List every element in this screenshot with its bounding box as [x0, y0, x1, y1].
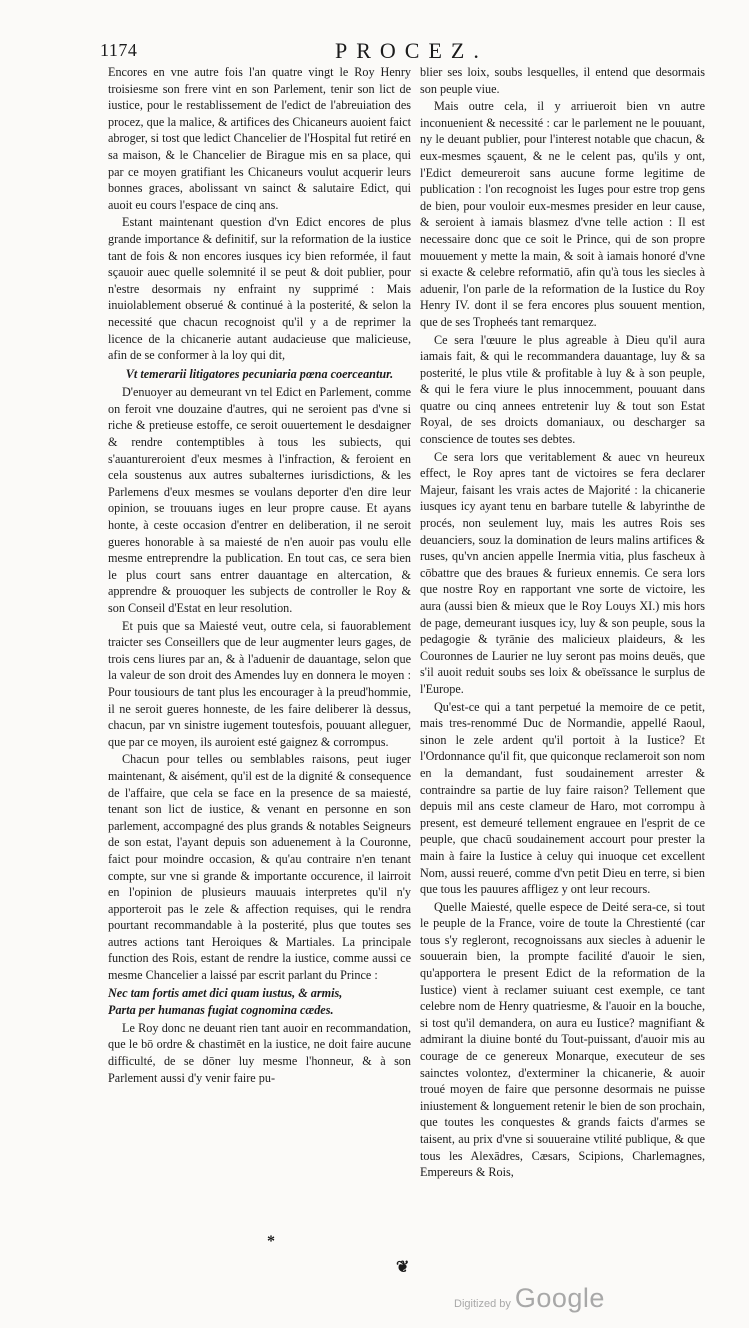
paragraph: Le Roy donc ne deuant rien tant auoir en recommandation, que le bō ordre & chastimēt en la iustice, ne doit faire aucune difficulté, de se dōner luy mesme l'honneur, & à son Parlement aussi d'y venir faire pu- [108, 1020, 411, 1085]
paragraph: Mais outre cela, il y arriueroit bien vn autre inconuenient & necessité : car le parlement ne le pouuant, ny le deuant publier, pour l'interest notable que chacun, & eux-mesmes sçauent, & ne le celent pas, qu'ils y ont, l'Edict demeureroit sans aucune forme legitime de publication : l'on recognoist les Iuges pour estre trop gens de bien, pour vouloir eux-mesmes presider en leur cause, & seroient à iamais blasmez d'vne telle action : Il est necessaire donc que ce soit le Prince, qui de son propre mouuement y mette la main, & soit à iamais honoré d'vne si exacte & celebre reformatiō, afin qu'à tous les siecles à aduenir, l'on parle de la reformation de la Iustice du Roy Henry IV. dont il se fera encores plus souuent mention, que de ses Tropheés tant remarquez. [420, 99, 705, 329]
latin-verse: Nec tam fortis amet dici quam iustus, & armis, [108, 985, 343, 1000]
paragraph: Encores en vne autre fois l'an quatre vingt le Roy Henry troisiesme son frere vint en son Parlement, tenir son lict de iustice, pour le restablissement de l'edict de l'abreuiation des procez, que la malice, & artifices des Chicaneurs auoient faict abroger, si tost que ledict Chancelier de l'Hospital fut retiré en sa maison, & le Chancelier de Birague mis en sa place, qui par ce moyen gratifiant les Chicaneurs voulut acquerir leurs bonnes graces, abolissant vn sainct & salutaire Edict, qui auoit eu cours l'espace de cinq ans. [108, 65, 411, 212]
paragraph: Chacun pour telles ou semblables raisons, peut iuger maintenant, & aisément, qu'il est de la dignité & consequence de l'affaire, que cela se face en la presence de sa maiesté, tenant son lict de iustice, & venant en personne en son parlement, accompagné des plus grands & notables Seigneurs de son estat, l'ayant depuis son aduenement à la Couronne, faict pour moindre occasion, & qu'au contraire n'en tenant compte, sur vne si grande & importante occurence, il lairroit en l'opinion de plusieurs mauuais interpretes qu'il n'y apporteroit pas le zele & affection requises, qui le rendra pourtant recommandable à la posterité, plus que toutes ses autres actions tant Heroiques & Martiales. La principale function des Rois, estant de rendre la iustice, comme aussi ce mesme Chancelier a laissé par escrit parlant du Prince : [108, 752, 411, 983]
fleuron-mark: ❦ [396, 1259, 410, 1276]
digitized-by-label: Digitized by [454, 1298, 511, 1310]
right-column [420, 64, 705, 1181]
latin-verse: Parta per humanas fugiat cognomina cædes. [108, 1003, 334, 1018]
google-logo: Google [514, 1283, 605, 1313]
paragraph: Et puis que sa Maiesté veut, outre cela, si fauorablement traicter ses Conseillers que de leur augmenter leurs gages, de trois cens liures par an, & à l'aduenir de dauantage, selon que la valeur de son droit des Amendes luy en donnera le moyen : Pour tousiours de tant plus les encourager à la preud'hommie, il ne seroit gueres honneste, de les faire deliberer là dessus, chacun, par vn sinistre iugement toutesfois, pouuant alleguer, que par ce moyen, ils auroient esté gaignez & corrompus. [108, 618, 411, 749]
paragraph: D'enuoyer au demeurant vn tel Edict en Parlement, comme on feroit vne douzaine d'autres, qui ne seroient pas d'vne si riche & pretieuse estoffe, ce seroit ouuertement le desdaigner & rendre contemptibles à tous les subiects, qui s'auantureroient d'eux mesmes à l'infraction, & feroient en cela soustenus aux autres subalternes iurisdictions, & les Parlemens d'eux mesmes se voulans deporter d'en dire leur opinion, se trouuans iuges en leur propre cause. Et ayans honte, à ceste occasion d'entrer en deliberation, il ne seroit gueres honorable à sa maiesté de n'en auoir pas voulu elle mesme entreprendre la publication. En tout cas, ce sera bien le plus court sans entrer dauantage en altercation, & apprendre & prouoquer les subjects de controller le Roy & son Conseil d'Estat en leur resolution. [108, 385, 411, 615]
left-column [108, 64, 411, 1086]
paragraph: Ce sera lors que veritablement & auec vn heureux effect, le Roy apres tant de victoires se fera declarer Majeur, faisant les vrais actes de Majorité : la chicanerie iusques icy ayant tenu en barbare tutelle & labyrinthe de procés, non seulement luy, mais les autres Rois ses deuanciers, souz la domination de leurs malins artifices & ruses, qu'vn ancien appelle Inermia vitia, plus fascheux à cōbattre que des braues & furieux ennemis. Ce sera lors que nostre Roy en rapportant vne sorte de victoire, les aura (aussi bien & mieux que le Roy Louys XI.) mis hors de page, demeurant iusques icy, luy & son peuple, sous la pedagogie & tyrānie des malicieux plaideurs, & les Couronnes de Laurier ne luy seront pas moins deuës, que s'il auoit reduit soubs ses loix & obeïssance le surplus de l'Europe. [420, 449, 705, 696]
latin-maxim: Vt temerarii litigatores pecuniaria pœna coerceantur. [125, 366, 394, 381]
ink-mark: * [267, 1233, 275, 1250]
paragraph: Estant maintenant question d'vn Edict encores de plus grande importance & definitif, sur la reformation de la iustice tant de fois & non encores iusques icy bien reformée, il faut sçauoir auec quelle solemnité il se peut & doit publier, pour n'estre desormais ny enfraint ny supprimé : Mais inuiolablement obserué & continué à la posterité, & selon la necessité que chacun recognoist qu'il y a de reprimer la licence de la chicanerie autant audacieuse que malicieuse, afin de se conformer à la loy qui dit, [108, 215, 411, 363]
paragraph: Quelle Maiesté, quelle espece de Deité sera-ce, si tout le peuple de la France, voire de toute la Chrestienté (car tous s'y regleront, recognoissans aux siecles à aduenir le souuerain bien, la prompte facilité d'auoir le sien, qu'apportera le present Edict de la reformation de la Iustice) vient à reclamer suiuant cest exemple, ce tant celebre nom de Henry quatriesme, & l'auoir en la bouche, si tost qu'il demandera, on aura eu Iustice? magnifiant & admirant la diuine bonté du Tout-puissant, d'auoir mis au courage de ce genereux Monarque, executeur de ses sainctes volontez, d'exterminer la chicanerie, & auoir troué moyen de faire que personne desormais ne puisse iniustement & longuement retenir le bien de son prochain, que toutes les conquestes & grands faicts d'armes se taisent, au prix d'vne si souueraine vtilité publique, & que tous les Alexādres, Cæsars, Scipions, Charlemagnes, Empereurs & Rois, [420, 899, 705, 1180]
paragraph: Qu'est-ce qui a tant perpetué la memoire de ce petit, mais tres-renommé Duc de Normandie, appellé Raoul, sinon le zele ardent qu'il portoit à la Iustice? Et l'Ordonnance qu'il fit, que quiconque reclameroit son nom en la demandant, fust soudainement arrester & contraindre sa partie de luy faire raison? Tellement que depuis mil ans ceste clameur de Haro, mot corrompu à present, est demeuré tellement engrauee en l'esprit de ce peuple, que chacū soudainement accourt pour prester la main à faire la Iustice à celuy qui inuoque cet excellent Nom, aussi reueré, comme d'vn petit Dieu en terre, si bien que tous les pauures affligez y ont leur recours. [420, 699, 705, 897]
paragraph: Ce sera l'œuure le plus agreable à Dieu qu'il aura iamais fait, & qui le recommandera dauantage, luy & sa posterité, le plus vtile & profitable à luy & à son peuple, & qui le fera viure le plus innocemment, pouuant dans quatre ou cinq annees entretenir luy & tout son Estat Royal, de ses droicts domaniaux, ou descharger sa conscience de toutes ses debtes. [420, 332, 705, 447]
digitized-by-google-watermark [454, 1283, 605, 1314]
page-number: 1174 [100, 40, 138, 60]
paragraph: blier ses loix, soubs lesquelles, il entend que desormais son peuple viue. [420, 65, 705, 96]
running-title: PROCEZ. [335, 38, 488, 63]
